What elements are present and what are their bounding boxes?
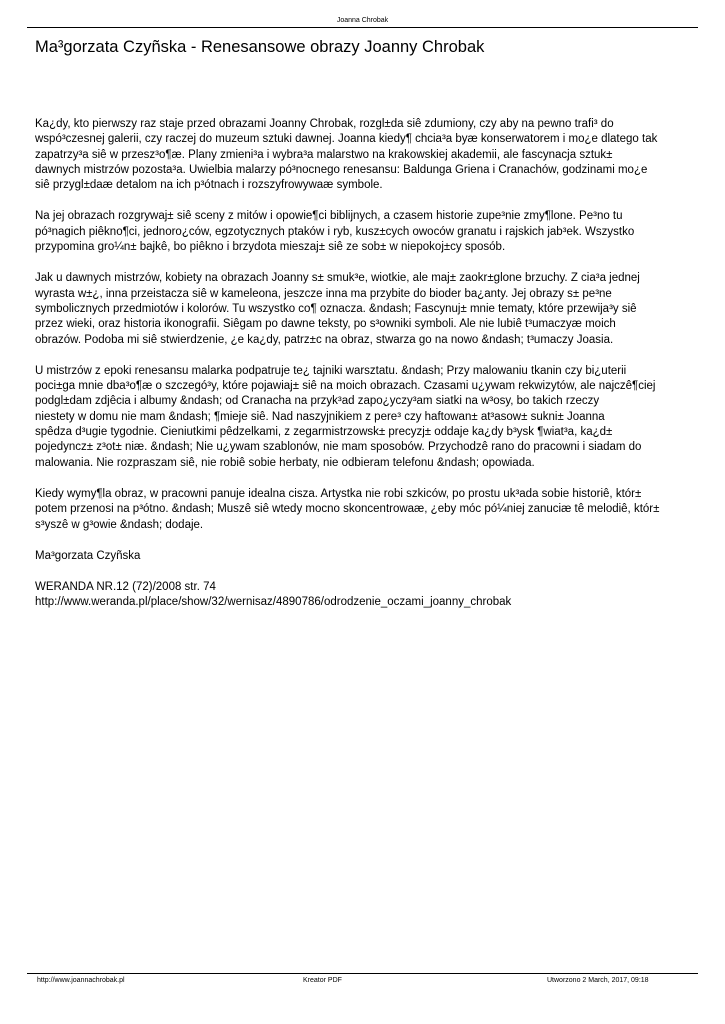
footer-site-url: http://www.joannachrobak.pl	[37, 977, 125, 984]
article-paragraph-3: Jak u dawnych mistrzów, kobiety na obrazach Joanny s± smuk³e, wiotkie, ale maj± zaokr±glone brzuchy. Z cia³a jednej wyrasta w±¿, inna przeistacza siê w kameleona, jeszcze inna ma przybite do bioder ba¿anty. Jej obrazy s± pe³ne symbolicznych przedmiotów i kolorów. Tu wszystko co¶ oznacza. &ndash; Fascynuj± mnie tematy, które przewija³y siê przez wieki, oraz historia ikonografii. Siêgam po dawne teksty, po s³owniki symboli. Ale nie lubiê t³umaczyæ moich obrazów. Podoba mi siê stwierdzenie, ¿e ka¿dy, patrz±c na obraz, stwarza go na nowo &ndash; t³umaczy Joasia.	[35, 272, 640, 346]
footer-generator: Kreator PDF	[303, 977, 342, 984]
article-author: Ma³gorzata Czyñska	[35, 549, 141, 562]
source-url: http://www.weranda.pl/place/show/32/wernisaz/4890786/odrodzenie_oczami_joanny_chrobak	[35, 596, 512, 609]
source-line: WERANDA NR.12 (72)/2008 str. 74	[35, 581, 216, 594]
article-paragraph-1: Ka¿dy, kto pierwszy raz staje przed obrazami Joanny Chrobak, rozgl±da siê zdumiony, czy aby na pewno trafi³ do wspó³czesnej galerii, czy raczej do muzeum sztuki dawnej. Joanna kiedy¶ chcia³a byæ konserwatorem i mo¿e dlatego tak zapatrzy³a siê w przesz³o¶æ. Plany zmieni³a i wybra³a malarstwo na krakowskiej akademii, ale fascynacja sztuk± dawnych mistrzów pozosta³a. Uwielbia malarzy pó³nocnego renesansu: Baldunga Griena i Cranachów, godzinami mo¿e siê przygl±daæ detalom na ich p³ótnach i rozszyfrowywaæ symbole.	[35, 118, 658, 192]
page-title: Ma³gorzata Czyñska - Renesansowe obrazy Joanny Chrobak	[35, 38, 485, 56]
footer-divider	[27, 973, 698, 974]
article-paragraph-5: Kiedy wymy¶la obraz, w pracowni panuje idealna cisza. Artystka nie robi szkiców, po prostu uk³ada sobie historiê, któr± potem przenosi na p³ótno. &ndash; Muszê siê wtedy mocno skoncentrowaæ, ¿eby móc pó¼niej zanuciæ tê melodiê, któr± s³yszê w g³owie &ndash; dodaje.	[35, 487, 660, 531]
footer-created-date: Utworzono 2 March, 2017, 09:18	[547, 977, 649, 984]
page-footer	[0, 976, 725, 986]
article-body	[35, 117, 700, 611]
article-paragraph-4: U mistrzów z epoki renesansu malarka podpatruje te¿ tajniki warsztatu. &ndash; Przy malowaniu tkanin czy bi¿uterii poci±ga mnie dba³o¶æ o szczegó³y, które pojawiaj± siê na moich obrazach. Czasami u¿ywam rekwizytów, ale najczê¶ciej podgl±dam zdjêcia i albumy &ndash; od Cranacha na przyk³ad zapo¿yczy³am siatki na w³osy, bo takich rzeczy niestety w domu nie mam &ndash; ¶mieje siê. Nad naszyjnikiem z pere³ czy haftowan± at³asow± sukni± Joanna spêdza d³ugie tygodnie. Cieniutkimi pêdzelkami, z zegarmistrzowsk± precyzj± oddaje ka¿dy b³ysk ¶wiat³a, ka¿d± pojedyncz± z³ot± niæ. &ndash; Nie u¿ywam szablonów, nie mam sposobów. Przychodzê rano do pracowni i siadam do malowania. Nie rozpraszam siê, nie robiê sobie herbaty, nie odbieram telefonu &ndash; opowiada.	[35, 364, 656, 469]
page-header: Joanna Chrobak	[336, 17, 389, 24]
article-paragraph-2: Na jej obrazach rozgrywaj± siê sceny z mitów i opowie¶ci biblijnych, a czasem historie zupe³nie zmy¶lone. Pe³no tu pó³nagich piêkno¶ci, jednoro¿ców, egzotycznych ptaków i ryb, kusz±cych owoców granatu i rajskich jab³ek. Wszystko przypomina gro¼n± bajkê, bo piêkno i brzydota mieszaj± siê ze sob± w niepokoj±cy sposób.	[35, 210, 635, 254]
header-divider	[27, 27, 698, 28]
